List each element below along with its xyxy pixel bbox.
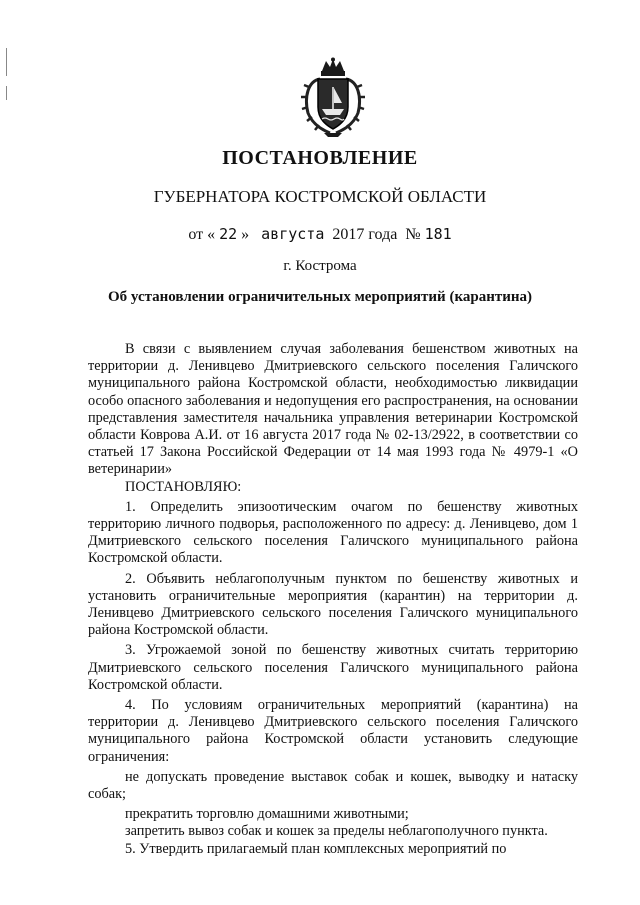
date-year: 2017: [332, 226, 365, 243]
kostroma-coat-of-arms-icon: [300, 57, 366, 139]
document-number: 181: [424, 225, 452, 243]
body-paragraph: не допускать проведение выставок собак и кошек, выводку и натаску собак;: [88, 768, 578, 803]
body-paragraph: 5. Утвердить прилагаемый план комплексных мероприятий по: [125, 840, 507, 857]
document-date-line: [0, 225, 640, 244]
document-title: ПОСТАНОВЛЕНИЕ: [222, 147, 418, 169]
document-city: г. Кострома: [283, 258, 357, 274]
scan-edge-mark: [6, 86, 7, 100]
body-paragraph: В связи с выявлением случая заболевания бешенством животных на территории д. Ленивцево Дмитриевского сельского поселения Галичского муниципального района Костромской области, необходимостью ликвидации особо опасного заболевания и недопущения его распространения, на основании представления заместителя начальника управления ветеринарии Костромской области Коврова А.И. от 16 августа 2017 года № 02-13/2922, в соответствии со статьей 17 Закона Российской Федерации от 14 мая 1993 года № 4979-1 «О ветеринарии»: [88, 341, 578, 478]
body-paragraph: ПОСТАНОВЛЯЮ:: [125, 478, 242, 495]
body-paragraph: 4. По условиям ограничительных мероприятий (карантина) на территории д. Ленивцево Дмитриевского сельского поселения Галичского муниципального района Костромской области установить следующие ограничения:: [88, 697, 578, 765]
document-body: [88, 341, 578, 858]
date-month: августа: [261, 225, 325, 243]
body-paragraph: 2. Объявить неблагополучным пунктом по бешенству животных и установить ограничительные мероприятия (карантин) на территории д. Ленивцево Дмитриевского сельского поселения Галичского муниципального района Костромской области.: [88, 570, 578, 639]
date-day: 22: [219, 225, 238, 243]
body-paragraph: 1. Определить эпизоотическим очагом по бешенству животных территорию личного подворья, расположенного по адресу: д. Ленивцево, дом 1 Дмитриевского сельского поселения Галичского муниципального района Костромской области.: [88, 498, 578, 567]
date-prefix: от: [188, 226, 204, 243]
body-paragraph: прекратить торговлю домашними животными;: [125, 806, 409, 823]
document-subtitle: ГУБЕРНАТОРА КОСТРОМСКОЙ ОБЛАСТИ: [153, 187, 487, 206]
document-heading: Об установлении ограничительных мероприятий (карантина): [107, 289, 532, 305]
body-paragraph: запретить вывоз собак и кошек за пределы неблагополучного пункта.: [125, 823, 548, 840]
number-sign: №: [405, 226, 421, 243]
date-close-quote: »: [241, 226, 250, 243]
date-year-word: года: [368, 226, 398, 243]
date-open-quote: «: [207, 226, 216, 243]
body-paragraph: 3. Угрожаемой зоной по бешенству животных считать территорию Дмитриевского сельского поселения Галичского муниципального района Костромской области.: [88, 642, 578, 693]
scan-edge-mark: [6, 48, 7, 76]
